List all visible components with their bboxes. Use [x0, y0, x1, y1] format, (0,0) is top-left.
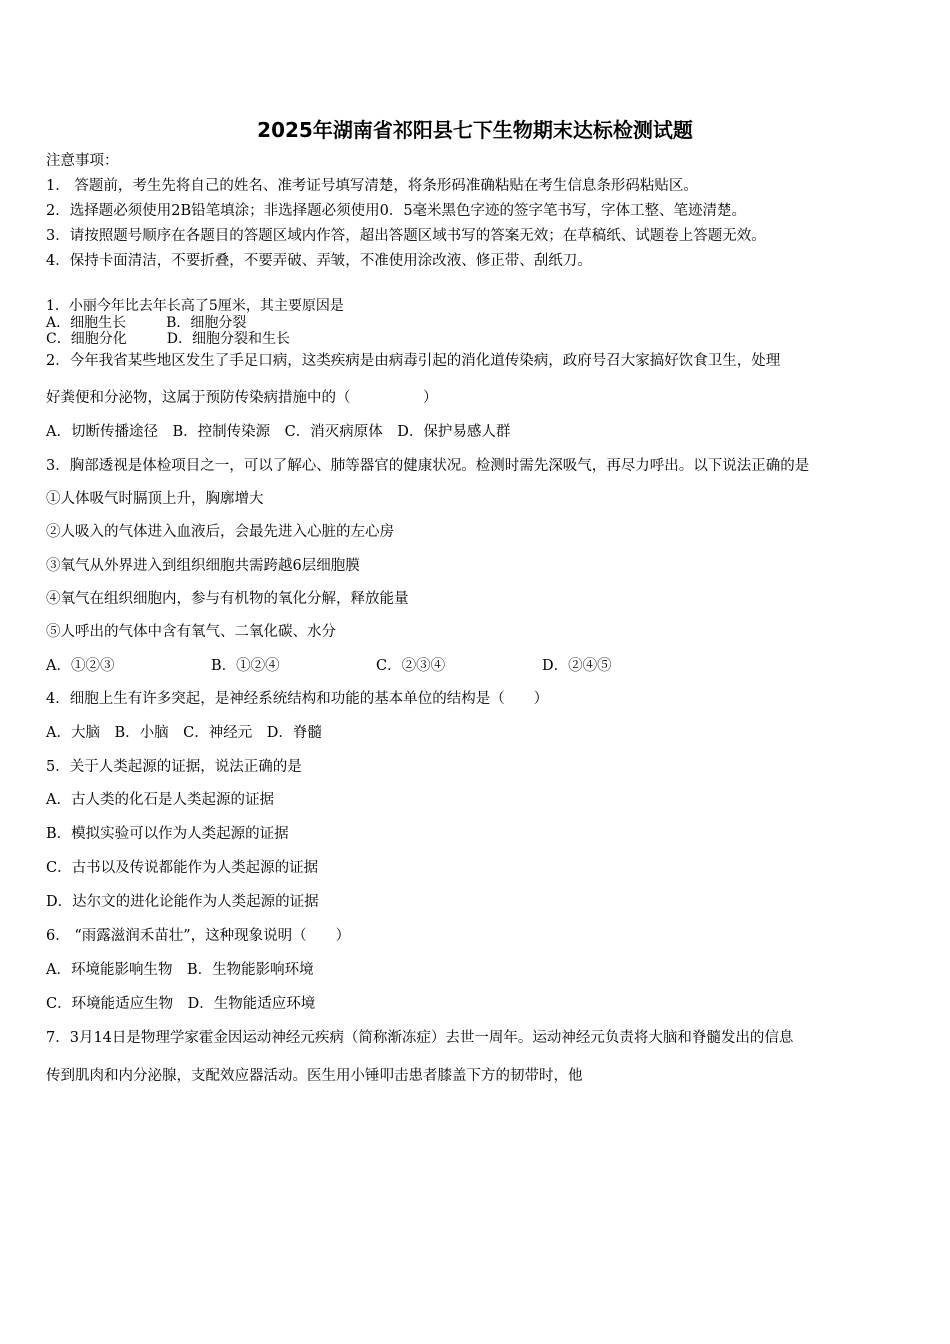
q2-stem-line-2: 好粪便和分泌物，这属于预防传染病措施中的（ ）: [46, 390, 438, 406]
q1-options-row-1: [46, 315, 246, 331]
q1-option-a: A．细胞生长: [46, 315, 127, 331]
q3-stem: 3．胸部透视是体检项目之一，可以了解心、肺等器官的健康状况。检测时需先深吸气，再尽力呼出。以下说法正确的是: [46, 458, 810, 474]
notice-item-4: 4．保持卡面清洁，不要折叠，不要弄破、弄皱，不准使用涂改液、修正带、刮纸刀。: [46, 253, 592, 269]
q7-stem-line-2: 传到肌肉和内分泌腺，支配效应器活动。医生用小锤叩击患者膝盖下方的韧带时，他: [46, 1068, 583, 1084]
q3-statement-5: ⑤人呼出的气体中含有氧气、二氧化碳、水分: [46, 624, 336, 640]
q1-options-row-2: [46, 331, 290, 347]
q7-stem-line-1: 7．3月14日是物理学家霍金因运动神经元疾病（简称渐冻症）去世一周年。运动神经元负责将大脑和脊髓发出的信息: [46, 1030, 794, 1046]
q3-option-a: A．①②③: [46, 658, 115, 674]
q5-option-c: C．古书以及传说都能作为人类起源的证据: [46, 860, 319, 876]
q3-statement-1: ①人体吸气时膈顶上升，胸廓增大: [46, 491, 264, 507]
q1-stem: 1．小丽今年比去年长高了5厘米，其主要原因是: [46, 298, 344, 314]
q6-options-row-1: A．环境能影响生物 B．生物能影响环境: [46, 962, 314, 978]
q5-option-b: B．模拟实验可以作为人类起源的证据: [46, 826, 289, 842]
notice-item-2: 2．选择题必须使用2B铅笔填涂；非选择题必须使用0．5毫米黑色字迹的签字笔书写，字体工整、笔迹清楚。: [46, 203, 747, 219]
page-title: 2025年湖南省祁阳县七下生物期末达标检测试题: [257, 118, 693, 142]
q6-stem: 6． “雨露滋润禾苗壮”，这种现象说明（ ）: [46, 928, 351, 944]
q5-option-d: D．达尔文的进化论能作为人类起源的证据: [46, 894, 319, 910]
notice-heading: 注意事项：: [46, 153, 119, 169]
q1-option-c: C．细胞分化: [46, 331, 127, 347]
q3-option-c: C．②③④: [376, 658, 446, 674]
notice-item-1: 1． 答题前，考生先将自己的姓名、准考证号填写清楚，将条形码准确粘贴在考生信息条形码粘贴区。: [46, 178, 698, 194]
q3-option-d: D．②④⑤: [542, 658, 612, 674]
q3-statement-3: ③氧气从外界进入到组织细胞共需跨越6层细胞膜: [46, 558, 360, 574]
q3-statement-2: ②人吸入的气体进入血液后，会最先进入心脏的左心房: [46, 524, 394, 540]
q2-stem-line-1: 2．今年我省某些地区发生了手足口病，这类疾病是由病毒引起的消化道传染病，政府号召大家搞好饮食卫生，处理: [46, 353, 781, 369]
q5-stem: 5．关于人类起源的证据，说法正确的是: [46, 759, 302, 775]
q6-options-row-2: C．环境能适应生物 D．生物能适应环境: [46, 996, 316, 1012]
q2-options: A．切断传播途径 B．控制传染源 C．消灭病原体 D．保护易感人群: [46, 424, 511, 440]
q1-option-d: D．细胞分裂和生长: [166, 331, 290, 347]
notice-item-3: 3．请按照题号顺序在各题目的答题区域内作答，超出答题区域书写的答案无效；在草稿纸、试题卷上答题无效。: [46, 228, 766, 244]
q1-option-b: B．细胞分裂: [166, 315, 247, 331]
q4-options: A．大脑 B．小脑 C．神经元 D．脊髓: [46, 725, 322, 741]
q3-option-b: B．①②④: [211, 658, 280, 674]
q5-option-a: A．古人类的化石是人类起源的证据: [46, 792, 274, 808]
q4-stem: 4．细胞上生有许多突起，是神经系统结构和功能的基本单位的结构是（ ）: [46, 691, 549, 707]
q3-statement-4: ④氧气在组织细胞内，参与有机物的氧化分解，释放能量: [46, 591, 409, 607]
